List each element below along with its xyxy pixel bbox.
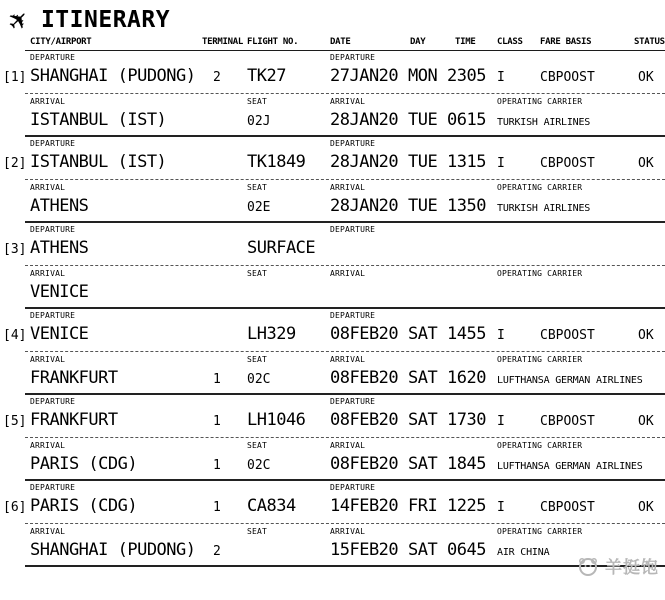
departure-day: MON — [408, 66, 438, 86]
seat-label: SEAT — [247, 527, 268, 536]
segment-list — [0, 53, 665, 567]
segment-inner-divider — [25, 93, 665, 94]
seat-label: SEAT — [247, 355, 268, 364]
departure-label: DEPARTURE — [30, 139, 76, 148]
column-header-city: CITY/AIRPORT — [30, 37, 92, 47]
segment-status: OK — [638, 328, 654, 343]
arrival-terminal: 1 — [213, 458, 221, 473]
itinerary-segment — [0, 397, 665, 481]
arrival-date: 28JAN20 — [330, 196, 399, 216]
airplane-icon: ✈ — [0, 2, 37, 38]
column-header-terminal: TERMINAL — [202, 37, 243, 47]
arrival-day: TUE — [408, 196, 438, 216]
arrival-date: 28JAN20 — [330, 110, 399, 130]
operating-carrier-label: OPERATING CARRIER — [497, 269, 583, 278]
arrival-time-label: ARRIVAL — [330, 183, 366, 192]
arrival-day: SAT — [408, 368, 438, 388]
departure-label: DEPARTURE — [30, 483, 76, 492]
departure-terminal: 2 — [213, 70, 221, 85]
booking-class: I — [497, 156, 505, 171]
column-header-class: CLASS — [497, 37, 523, 47]
departure-city: SHANGHAI (PUDONG) — [30, 66, 196, 86]
column-header-fare-basis: FARE BASIS — [540, 37, 592, 47]
departure-date: 08FEB20 — [330, 324, 399, 344]
arrival-label: ARRIVAL — [30, 97, 66, 106]
departure-day: TUE — [408, 152, 438, 172]
seat-label: SEAT — [247, 441, 268, 450]
segment-inner-divider — [25, 179, 665, 180]
departure-time-label: DEPARTURE — [330, 483, 376, 492]
itinerary-title: ITINERARY — [40, 7, 171, 33]
seat-label: SEAT — [247, 183, 268, 192]
seat-number: 02J — [247, 114, 271, 129]
segment-status: OK — [638, 500, 654, 515]
itinerary-segment — [0, 311, 665, 395]
fare-basis: CBPOOST — [540, 70, 595, 85]
operating-carrier-label: OPERATING CARRIER — [497, 441, 583, 450]
departure-date: 28JAN20 — [330, 152, 399, 172]
arrival-label-row — [0, 527, 665, 540]
arrival-city: VENICE — [30, 282, 89, 302]
departure-time: 1225 — [447, 496, 486, 516]
segment-index: [3] — [3, 242, 27, 257]
departure-label-row — [0, 483, 665, 496]
arrival-time-label: ARRIVAL — [330, 269, 366, 278]
departure-time: 2305 — [447, 66, 486, 86]
departure-time-label: DEPARTURE — [330, 139, 376, 148]
arrival-row — [0, 282, 665, 307]
itinerary-segment — [0, 225, 665, 309]
segment-index: [6] — [3, 500, 27, 515]
segment-divider — [25, 479, 665, 481]
fare-basis: CBPOOST — [540, 414, 595, 429]
arrival-label-row — [0, 355, 665, 368]
segment-divider — [25, 135, 665, 137]
column-header-day: DAY — [410, 37, 426, 47]
departure-time-label: DEPARTURE — [330, 53, 376, 62]
departure-city: ISTANBUL (IST) — [30, 152, 167, 172]
arrival-day: SAT — [408, 540, 438, 560]
departure-time-label: DEPARTURE — [330, 225, 376, 234]
arrival-label: ARRIVAL — [30, 183, 66, 192]
arrival-time-label: ARRIVAL — [330, 355, 366, 364]
departure-label-row — [0, 397, 665, 410]
arrival-label-row — [0, 441, 665, 454]
departure-day: FRI — [408, 496, 438, 516]
booking-class: I — [497, 70, 505, 85]
fare-basis: CBPOOST — [540, 328, 595, 343]
departure-label: DEPARTURE — [30, 225, 76, 234]
flight-number: LH1046 — [247, 410, 306, 430]
seat-number: 02E — [247, 200, 271, 215]
watermark — [576, 553, 659, 578]
column-header-status: STATUS — [634, 37, 665, 47]
arrival-city: PARIS (CDG) — [30, 454, 138, 474]
arrival-time: 0615 — [447, 110, 486, 130]
seat-number: 02C — [247, 458, 271, 473]
itinerary-segment — [0, 483, 665, 567]
arrival-city: FRANKFURT — [30, 368, 118, 388]
departure-city: FRANKFURT — [30, 410, 118, 430]
departure-row — [0, 324, 665, 349]
arrival-row — [0, 110, 665, 135]
arrival-date: 08FEB20 — [330, 368, 399, 388]
column-header-time: TIME — [455, 37, 476, 47]
itinerary-segment — [0, 139, 665, 223]
arrival-row — [0, 540, 665, 565]
departure-city: PARIS (CDG) — [30, 496, 138, 516]
operating-carrier: LUFTHANSA GERMAN AIRLINES — [497, 375, 643, 386]
arrival-date: 08FEB20 — [330, 454, 399, 474]
segment-divider — [25, 565, 665, 567]
departure-time: 1455 — [447, 324, 486, 344]
operating-carrier-label: OPERATING CARRIER — [497, 183, 583, 192]
operating-carrier-label: OPERATING CARRIER — [497, 355, 583, 364]
operating-carrier: TURKISH AIRLINES — [497, 203, 591, 214]
arrival-terminal: 1 — [213, 372, 221, 387]
flight-number: TK1849 — [247, 152, 306, 172]
arrival-day: TUE — [408, 110, 438, 130]
departure-row — [0, 410, 665, 435]
departure-city: VENICE — [30, 324, 89, 344]
segment-inner-divider — [25, 265, 665, 266]
segment-divider — [25, 307, 665, 309]
seat-label: SEAT — [247, 97, 268, 106]
arrival-row — [0, 454, 665, 479]
booking-class: I — [497, 414, 505, 429]
flight-number: TK27 — [247, 66, 286, 86]
segment-divider — [25, 221, 665, 223]
departure-date: 14FEB20 — [330, 496, 399, 516]
arrival-city: SHANGHAI (PUDONG) — [30, 540, 196, 560]
departure-terminal: 1 — [213, 414, 221, 429]
operating-carrier-label: OPERATING CARRIER — [497, 97, 583, 106]
departure-time: 1730 — [447, 410, 486, 430]
arrival-time: 0645 — [447, 540, 486, 560]
watermark-text: 羊挺饱 — [605, 558, 659, 578]
page-title — [0, 0, 665, 38]
departure-label: DEPARTURE — [30, 311, 76, 320]
departure-label-row — [0, 225, 665, 238]
departure-city: ATHENS — [30, 238, 89, 258]
arrival-day: SAT — [408, 454, 438, 474]
arrival-time: 1620 — [447, 368, 486, 388]
departure-label: DEPARTURE — [30, 397, 76, 406]
flight-number: SURFACE — [247, 238, 316, 258]
departure-row — [0, 496, 665, 521]
segment-index: [1] — [3, 70, 27, 85]
arrival-label: ARRIVAL — [30, 527, 66, 536]
operating-carrier: TURKISH AIRLINES — [497, 117, 591, 128]
fare-basis: CBPOOST — [540, 156, 595, 171]
header-divider — [25, 50, 665, 51]
booking-class: I — [497, 500, 505, 515]
departure-row — [0, 238, 665, 263]
seat-label: SEAT — [247, 269, 268, 278]
arrival-terminal: 2 — [213, 544, 221, 559]
arrival-time-label: ARRIVAL — [330, 527, 366, 536]
segment-inner-divider — [25, 523, 665, 524]
departure-label-row — [0, 139, 665, 152]
departure-time: 1315 — [447, 152, 486, 172]
segment-inner-divider — [25, 351, 665, 352]
arrival-label-row — [0, 97, 665, 110]
flight-number: CA834 — [247, 496, 296, 516]
arrival-label: ARRIVAL — [30, 269, 66, 278]
arrival-label-row — [0, 183, 665, 196]
departure-row — [0, 152, 665, 177]
operating-carrier-label: OPERATING CARRIER — [497, 527, 583, 536]
seat-number: 02C — [247, 372, 271, 387]
arrival-city: ISTANBUL (IST) — [30, 110, 167, 130]
arrival-time: 1845 — [447, 454, 486, 474]
arrival-time: 1350 — [447, 196, 486, 216]
arrival-label: ARRIVAL — [30, 355, 66, 364]
departure-terminal: 1 — [213, 500, 221, 515]
departure-date: 08FEB20 — [330, 410, 399, 430]
segment-status: OK — [638, 70, 654, 85]
column-header-date: DATE — [330, 37, 351, 47]
column-headers — [0, 37, 665, 50]
column-header-flight: FLIGHT NO. — [247, 37, 299, 47]
segment-status: OK — [638, 156, 654, 171]
segment-index: [5] — [3, 414, 27, 429]
arrival-row — [0, 368, 665, 393]
segment-index: [2] — [3, 156, 27, 171]
departure-label: DEPARTURE — [30, 53, 76, 62]
operating-carrier: LUFTHANSA GERMAN AIRLINES — [497, 461, 643, 472]
departure-time-label: DEPARTURE — [330, 311, 376, 320]
departure-label-row — [0, 53, 665, 66]
departure-row — [0, 66, 665, 91]
flight-number: LH329 — [247, 324, 296, 344]
fare-basis: CBPOOST — [540, 500, 595, 515]
segment-divider — [25, 393, 665, 395]
arrival-row — [0, 196, 665, 221]
arrival-label-row — [0, 269, 665, 282]
booking-class: I — [497, 328, 505, 343]
arrival-city: ATHENS — [30, 196, 89, 216]
sheep-logo-icon — [576, 554, 600, 578]
departure-label-row — [0, 311, 665, 324]
arrival-label: ARRIVAL — [30, 441, 66, 450]
segment-index: [4] — [3, 328, 27, 343]
departure-date: 27JAN20 — [330, 66, 399, 86]
arrival-date: 15FEB20 — [330, 540, 399, 560]
itinerary-segment — [0, 53, 665, 137]
segment-inner-divider — [25, 437, 665, 438]
departure-day: SAT — [408, 324, 438, 344]
arrival-time-label: ARRIVAL — [330, 97, 366, 106]
departure-time-label: DEPARTURE — [330, 397, 376, 406]
operating-carrier: AIR CHINA — [497, 547, 550, 558]
segment-status: OK — [638, 414, 654, 429]
arrival-time-label: ARRIVAL — [330, 441, 366, 450]
departure-day: SAT — [408, 410, 438, 430]
